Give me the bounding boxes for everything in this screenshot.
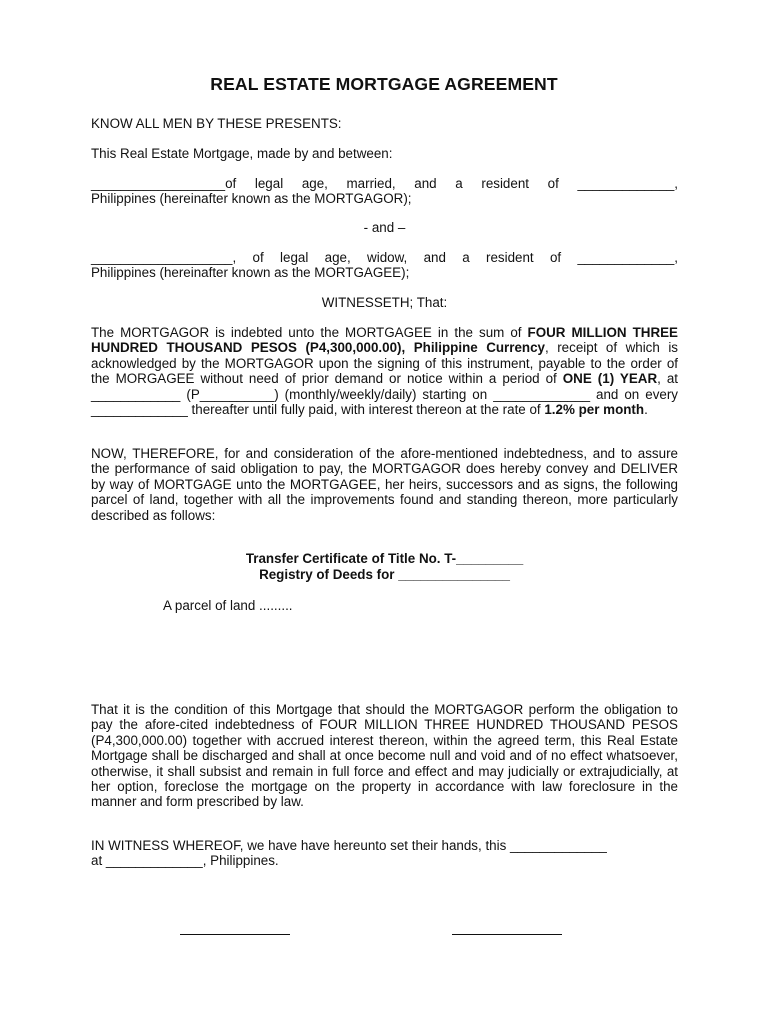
mortgagor-details: of legal age, married, and a resident of _____________, [225,176,678,191]
know-all-heading: KNOW ALL MEN BY THESE PRESENTS: [91,116,342,131]
document-title: REAL ESTATE MORTGAGE AGREEMENT [210,74,558,94]
p1-text-a: The MORTGAGOR is indebted unto the MORTGAGEE in the sum of [91,325,528,340]
loan-term: ONE (1) YEAR [562,371,658,387]
paragraph-condition: That it is the condition of this Mortgage that should the MORTGAGOR perform the obligation to pay the afore-cited indebtedness of FOUR MILLION THREE HUNDRED THOUSAND PESOS (P4,300,000.00) together with accrued interest thereon, within the agreed term, this Real Estate Mortgage shall be discharged and shall at once become null and void and of no effect whatsoever, otherwise, it shall subsist and remain in full force and effect and may judicially or extrajudicially, at her option, foreclose the mortgage on the property in accordance with law foreclosure in the manner and form prescribed by law. [91,702,678,810]
paragraph-indebtedness [91,325,678,417]
signature-line-left [180,934,290,935]
signature-line-right [452,934,562,935]
party-mortgagor-line2: Philippines (hereinafter known as the MORTGAGOR); [91,191,412,207]
p1-text-e: , at ____________ (P__________) (monthly/weekly/daily) starting on _____________ and on every _____________ thereafter until fully paid, with interest thereon at the rate of [91,371,678,418]
and-separator: - and – [363,220,406,235]
parcel-description: A parcel of land ......... [163,598,293,613]
mortgagee-name-blank: ___________________ [91,250,233,265]
party-mortgagor-line1 [91,176,678,191]
loan-amount: FOUR MILLION THREE HUNDRED THOUSAND PESOS (P4,300,000.00), Philippine Currency [91,325,678,356]
p1-text-g: . [644,402,648,418]
mortgagor-name-blank: __________________ [91,176,226,191]
registry-of-deeds-line: Registry of Deeds for _______________ [259,567,510,582]
witness-clause [91,838,678,869]
party-mortgagee-line1 [91,250,678,265]
party-mortgagee [91,250,678,281]
party-mortgagee-line2: Philippines (hereinafter known as the MORTGAGEE); [91,265,410,281]
p1-text-c: , receipt of which is acknowledged by the MORTGAGOR upon the signing of this instrument, payable to the order of the MORGAGEE without need of prior demand or notice within a period of [91,340,678,387]
interest-rate: 1.2% per month [544,402,645,418]
witnesseth-heading: WITNESSETH; That: [321,295,448,310]
made-by-line: This Real Estate Mortgage, made by and between: [91,146,393,161]
party-mortgagor [91,176,678,207]
paragraph-conveyance: NOW, THEREFORE, for and consideration of the afore-mentioned indebtedness, and to assure the performance of said obligation to pay, the MORTGAGOR does hereby convey and DELIVER by way of MORTGAGE unto the MORTGAGEE, her heirs, successors and as signs, the following parcel of land, together with all the improvements found and standing thereon, more particularly described as follows: [91,446,678,523]
witness-line1: IN WITNESS WHEREOF, we have have hereunto set their hands, this _____________ [91,838,607,853]
title-certificate-line: Transfer Certificate of Title No. T-_________ [245,551,524,566]
mortgagee-details: , of legal age, widow, and a resident of _____________, [232,250,678,265]
witness-line2: at _____________, Philippines. [91,853,279,869]
